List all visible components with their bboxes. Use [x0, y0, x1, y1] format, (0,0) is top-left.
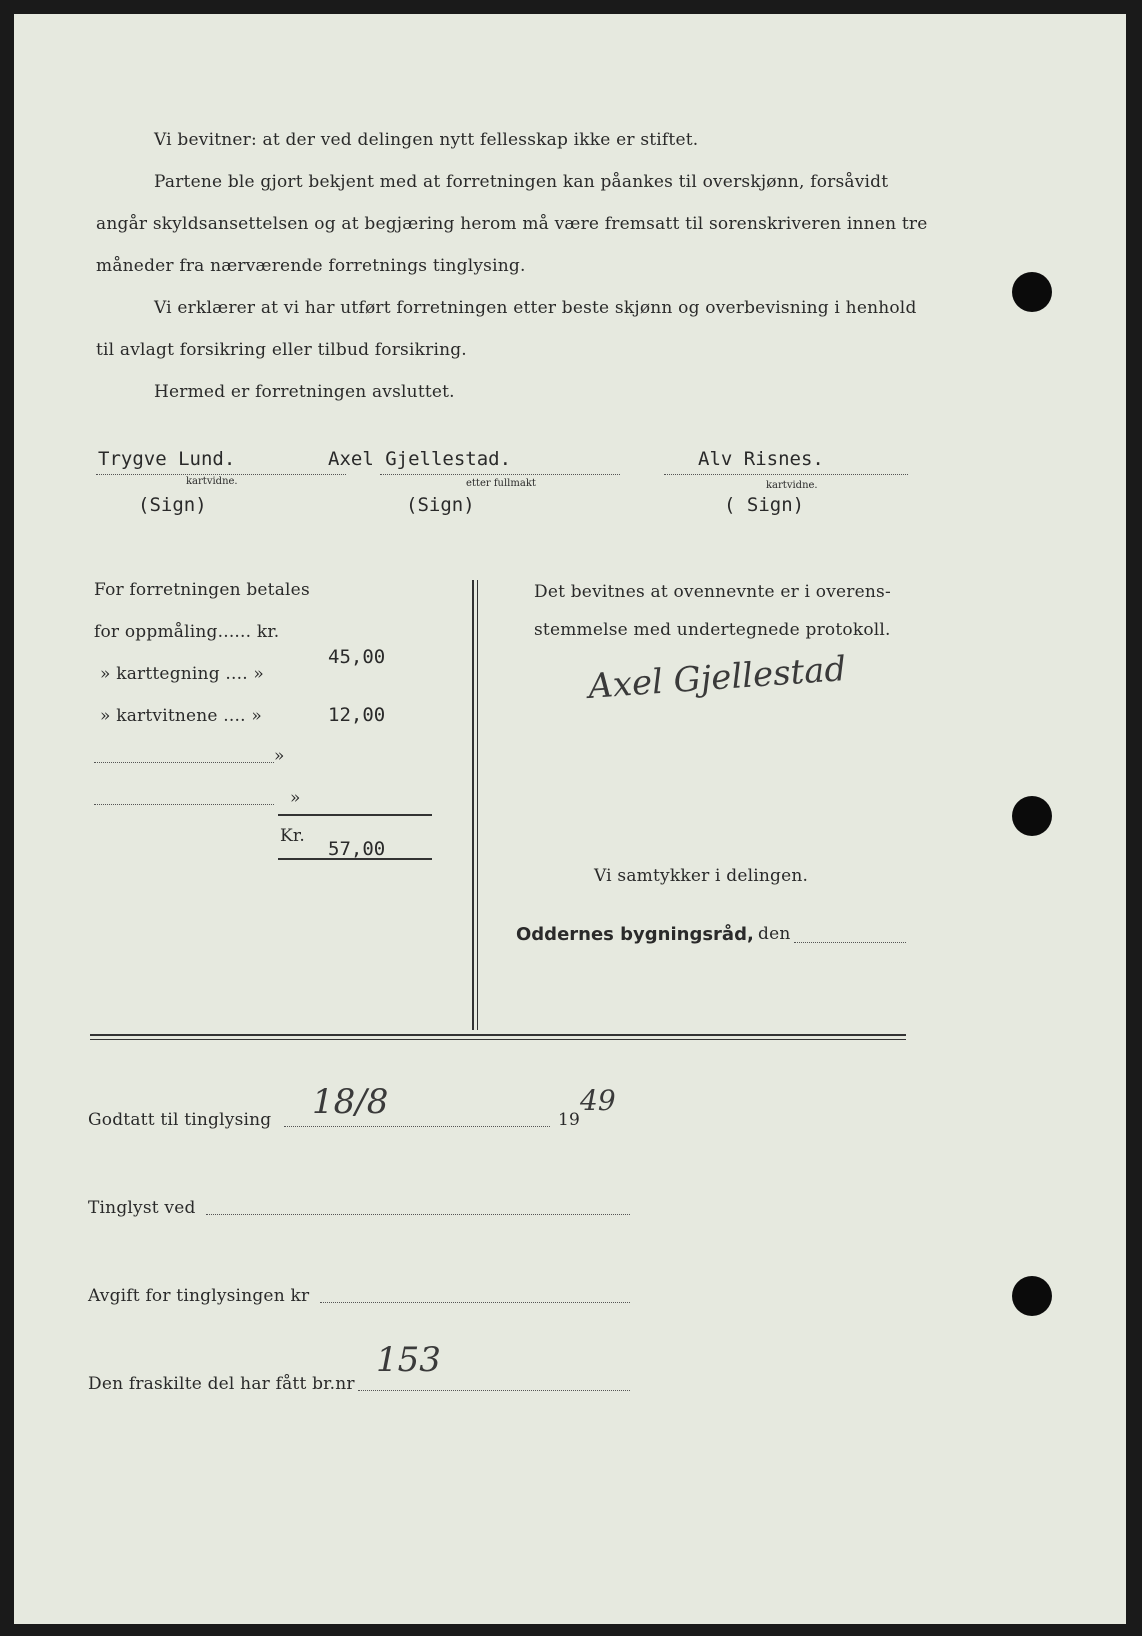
paragraph-3-line-2: til avlagt forsikring eller tilbud forsikring.: [96, 340, 467, 360]
certification-line-2: stemmelse med undertegnede protokoll.: [534, 620, 891, 640]
paragraph-3-line-1: Vi erklærer at vi har utført forretningen etter beste skjønn og overbevisning i henhold: [154, 298, 917, 318]
registered-line: [206, 1214, 630, 1215]
consent-den: den: [758, 924, 791, 944]
consent-date-line: [794, 942, 906, 943]
section-rule-bottom: [90, 1039, 906, 1040]
fees-total-rule: [278, 858, 432, 860]
section-rule-top: [90, 1034, 906, 1036]
handwritten-signature: Axel Gjellestad: [586, 649, 848, 707]
signature-sign-2: (Sign): [406, 494, 475, 516]
approved-year-prefix: 19: [558, 1110, 581, 1130]
fees-row-kartvitnene: » kartvitnene .... »: [100, 706, 262, 726]
fee-line: [320, 1302, 630, 1303]
certification-line-1: Det bevitnes at ovennevnte er i overens-: [534, 582, 891, 602]
approved-year-suffix: 49: [580, 1084, 616, 1117]
fees-row4-mark: »: [274, 746, 285, 766]
punch-hole-3: [1012, 1276, 1052, 1316]
signature-line-1: [96, 474, 346, 475]
column-divider-left: [472, 580, 474, 1030]
registered-label: Tinglyst ved: [88, 1198, 196, 1218]
consent-text: Vi samtykker i delingen.: [594, 866, 809, 886]
fees-total-value: 57,00: [328, 838, 386, 860]
council-name: Oddernes bygningsråd,: [516, 924, 754, 945]
signature-name-1: Trygve Lund.: [98, 448, 236, 470]
paragraph-1: Vi bevitner: at der ved delingen nytt fellesskap ikke er stiftet.: [154, 130, 699, 150]
fees-row-karttegning: » karttegning .... »: [100, 664, 265, 684]
paragraph-2-line-1: Partene ble gjort bekjent med at forretningen kan påankes til overskjønn, forsåvidt: [154, 172, 889, 192]
fee-label: Avgift for tinglysingen kr: [88, 1286, 310, 1306]
signature-name-3: Alv Risnes.: [698, 448, 824, 470]
signature-name-2: Axel Gjellestad.: [328, 448, 512, 470]
brnr-line: [358, 1390, 630, 1391]
fees-total-label: Kr.: [280, 826, 305, 846]
paragraph-4: Hermed er forretningen avsluttet.: [154, 382, 455, 402]
document-page: [14, 14, 1126, 1624]
punch-hole-1: [1012, 272, 1052, 312]
brnr-value: 153: [376, 1340, 441, 1380]
fees-subtotal-rule: [278, 814, 432, 816]
signature-sign-3: ( Sign): [724, 494, 805, 516]
fees-value-kartvitnene: 12,00: [328, 704, 386, 726]
approved-date-line: [284, 1126, 550, 1127]
signature-role-3: kartvidne.: [766, 480, 818, 491]
fees-row-oppmaling: for oppmåling...... kr.: [94, 622, 280, 642]
paragraph-2-line-2: angår skyldsansettelsen og at begjæring herom må være fremsatt til sorenskriveren innen tre: [96, 214, 928, 234]
fees-blank-line-1: [94, 762, 274, 763]
fees-row5-mark: »: [290, 788, 301, 808]
punch-hole-2: [1012, 796, 1052, 836]
signature-sign-1: (Sign): [138, 494, 207, 516]
signature-line-3: [664, 474, 908, 475]
signature-line-2: [380, 474, 620, 475]
fees-blank-line-2: [94, 804, 274, 805]
signature-role-1: kartvidne.: [186, 476, 238, 487]
brnr-label: Den fraskilte del har fått br.nr: [88, 1374, 355, 1394]
column-divider-right: [477, 580, 478, 1030]
approved-date: 18/8: [312, 1082, 389, 1122]
fees-value-karttegning: 45,00: [328, 646, 386, 668]
fees-heading: For forretningen betales: [94, 580, 310, 600]
approved-label: Godtatt til tinglysing: [88, 1110, 272, 1130]
paragraph-2-line-3: måneder fra nærværende forretnings tinglysing.: [96, 256, 526, 276]
signature-role-2: etter fullmakt: [466, 478, 536, 489]
